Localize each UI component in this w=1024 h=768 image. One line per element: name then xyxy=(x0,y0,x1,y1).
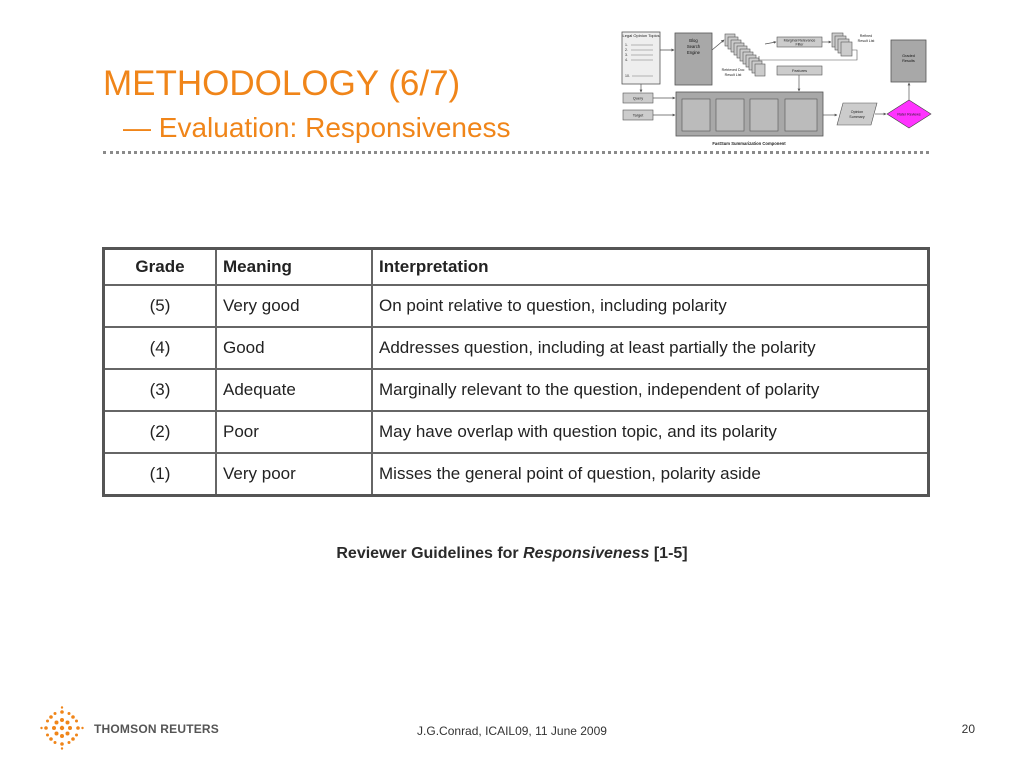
refined-result-list-stack xyxy=(832,33,852,56)
table-row xyxy=(104,453,929,496)
header-interpretation: Interpretation xyxy=(372,249,929,286)
grade-cell: (4) xyxy=(104,327,217,369)
interpretation-cell: Addresses question, including at least partially the polarity xyxy=(372,327,929,369)
caption-italic: Responsiveness xyxy=(523,545,650,562)
grade-cell: (1) xyxy=(104,453,217,496)
grade-cell: (5) xyxy=(104,285,217,327)
grade-cell: (2) xyxy=(104,411,217,453)
meaning-cell: Very good xyxy=(216,285,372,327)
blog-search-engine-box xyxy=(675,33,712,85)
interpretation-cell: Misses the general point of question, polarity aside xyxy=(372,453,929,496)
interpretation-cell: May have overlap with question topic, and its polarity xyxy=(372,411,929,453)
slide-subtitle: — Evaluation: Responsiveness xyxy=(123,112,511,143)
graded-results-box xyxy=(891,40,926,82)
page-number: 20 xyxy=(961,722,975,736)
svg-text:Filter: Filter xyxy=(795,42,804,47)
fastsum-component-box xyxy=(676,92,823,136)
svg-text:Results: Results xyxy=(902,59,915,63)
table-row xyxy=(104,411,929,453)
grade-cell: (3) xyxy=(104,369,217,411)
svg-text:Rater Reviews: Rater Reviews xyxy=(897,112,921,117)
svg-text:Blog: Blog xyxy=(689,38,698,43)
svg-text:Retrieved Doc: Retrieved Doc xyxy=(721,68,745,72)
svg-text:Opinion: Opinion xyxy=(850,110,864,114)
fastsum-caption: FastSum Summarization Component xyxy=(712,141,786,146)
features-box xyxy=(777,66,822,75)
svg-text:Search: Search xyxy=(686,44,701,49)
table-row xyxy=(104,369,929,411)
table-caption xyxy=(0,545,1024,563)
svg-text:10.: 10. xyxy=(625,74,630,78)
meaning-cell: Poor xyxy=(216,411,372,453)
logo-wordmark: THOMSON REUTERS xyxy=(94,722,220,736)
query-box xyxy=(623,93,653,103)
legal-opinion-topics-label: Legal Opinion Topics xyxy=(622,33,660,38)
interpretation-cell: Marginally relevant to the question, independent of polarity xyxy=(372,369,929,411)
svg-text:Result List: Result List xyxy=(857,39,875,43)
meaning-cell: Adequate xyxy=(216,369,372,411)
svg-text:1.: 1. xyxy=(625,43,628,47)
legal-opinion-topics-box xyxy=(622,32,660,84)
table-row xyxy=(104,327,929,369)
svg-text:Target: Target xyxy=(632,113,644,118)
footer-citation: J.G.Conrad, ICAIL09, 11 June 2009 xyxy=(417,724,607,738)
svg-text:Refined: Refined xyxy=(859,34,873,38)
svg-text:Engine: Engine xyxy=(686,50,701,55)
rater-reviews-diamond xyxy=(887,100,931,128)
svg-text:Result List: Result List xyxy=(724,73,742,77)
meaning-cell: Very poor xyxy=(216,453,372,496)
slide-title: METHODOLOGY (6/7) xyxy=(103,64,461,103)
header-meaning: Meaning xyxy=(216,249,372,286)
svg-text:Graded: Graded xyxy=(902,54,915,58)
svg-text:Summary: Summary xyxy=(849,115,865,119)
system-diagram xyxy=(619,30,934,150)
interpretation-cell: On point relative to question, including polarity xyxy=(372,285,929,327)
caption-prefix: Reviewer Guidelines for xyxy=(336,545,524,562)
table-header-row xyxy=(104,249,929,286)
meaning-cell: Good xyxy=(216,327,372,369)
responsiveness-grade-table xyxy=(102,247,930,497)
svg-text:4.: 4. xyxy=(625,58,628,62)
marginal-relevance-filter-box xyxy=(777,37,822,47)
svg-text:Query: Query xyxy=(632,96,644,101)
svg-text:Marginal Relevance: Marginal Relevance xyxy=(783,38,816,43)
svg-text:3.: 3. xyxy=(625,53,628,57)
opinion-summary-box xyxy=(837,103,877,125)
header-grade: Grade xyxy=(104,249,217,286)
title-divider xyxy=(103,151,929,154)
table-row xyxy=(104,285,929,327)
target-box xyxy=(623,110,653,120)
svg-text:2.: 2. xyxy=(625,48,628,52)
caption-suffix: [1-5] xyxy=(649,545,688,562)
svg-text:Features: Features xyxy=(792,69,807,73)
